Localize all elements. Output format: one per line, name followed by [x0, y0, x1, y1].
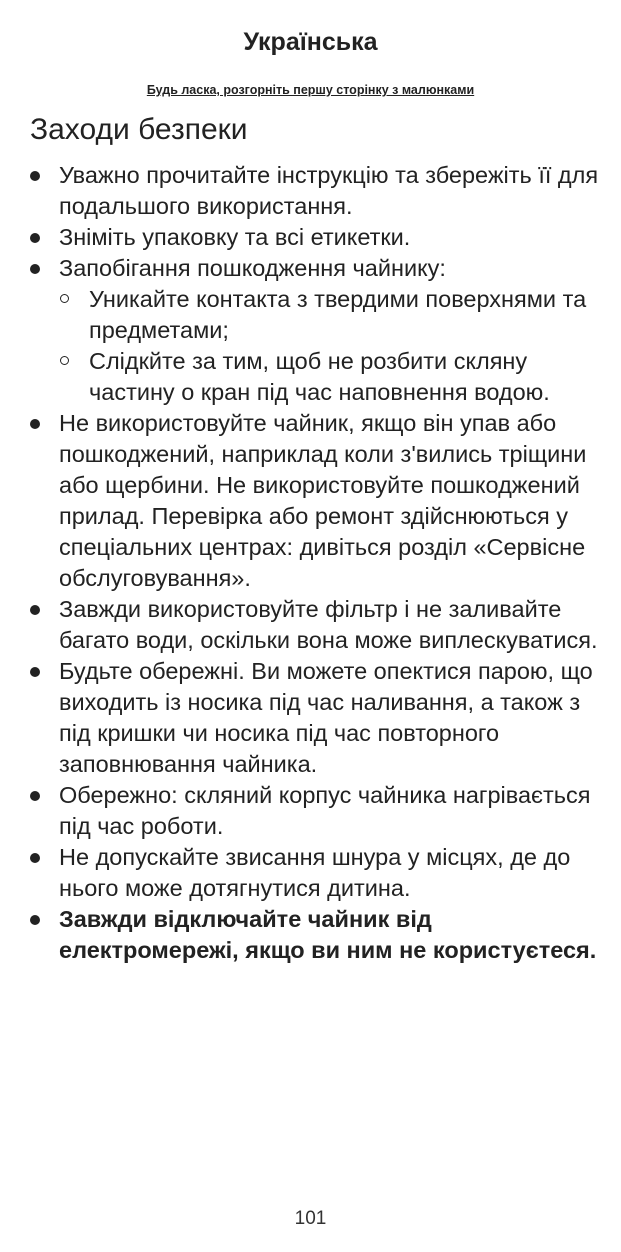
list-item-text: Не використовуйте чайник, якщо він упав або пошкоджений, наприклад коли з'вились тріщини або щербини. Не використовуйте пошкоджений прилад. Перевірка або ремонт здійснюються у спеціальних центрах: дивіться розділ «Сервісне обслуговування». [59, 410, 587, 591]
fold-out-notice-text: Будь ласка, розгорніть першу сторінку з малюнками [146, 83, 475, 97]
bullet-icon [30, 419, 40, 429]
list-item-text: Не допускайте звисання шнура у місцях, де до нього може дотягнутися дитина. [59, 844, 571, 901]
bullet-icon [30, 171, 40, 181]
hollow-bullet-icon [60, 294, 69, 303]
sub-list-item [89, 346, 600, 408]
list-item [59, 842, 600, 904]
safety-list [0, 160, 600, 966]
bullet-icon [30, 791, 40, 801]
list-item-warning [59, 904, 600, 966]
list-item [59, 656, 600, 780]
sub-list [59, 284, 600, 408]
list-item-text: Обережно: скляний корпус чайника нагрівається під час роботи. [59, 782, 591, 839]
list-item-text: Будьте обережні. Ви можете опектися парою, що виходить із носика під час наливання, а також з під кришки чи носика під час повторного заповнювання чайника. [59, 658, 593, 777]
list-item [59, 253, 600, 408]
list-item [59, 780, 600, 842]
sub-list-item [89, 284, 600, 346]
list-item-text: Запобігання пошкодження чайнику: [59, 255, 446, 281]
list-item-text: Завжди використовуйте фільтр і не заливайте багато води, оскільки вона може виплескуватися. [59, 596, 598, 653]
section-title: Заходи безпеки [30, 113, 248, 146]
list-item-text: Завжди відключайте чайник від електромережі, якщо ви ним не користуєтеся. [59, 906, 597, 963]
page-number: 101 [294, 1208, 327, 1229]
list-item-text: Зніміть упаковку та всі етикетки. [59, 224, 411, 250]
sub-list-item-text: Слідкйте за тим, щоб не розбити скляну частину о кран під час наповнення водою. [89, 348, 550, 405]
list-item [59, 408, 600, 594]
bullet-icon [30, 915, 40, 925]
list-item [59, 594, 600, 656]
language-heading: Українська [243, 28, 378, 56]
bullet-icon [30, 233, 40, 243]
bullet-icon [30, 605, 40, 615]
list-item [59, 160, 600, 222]
list-item-text: Уважно прочитайте інструкцію та збережіть її для подальшого використання. [59, 162, 599, 219]
bullet-icon [30, 667, 40, 677]
bullet-icon [30, 853, 40, 863]
list-item [59, 222, 600, 253]
bullet-icon [30, 264, 40, 274]
hollow-bullet-icon [60, 356, 69, 365]
sub-list-item-text: Уникайте контакта з твердими поверхнями та предметами; [89, 286, 587, 343]
fold-out-notice [0, 82, 621, 98]
